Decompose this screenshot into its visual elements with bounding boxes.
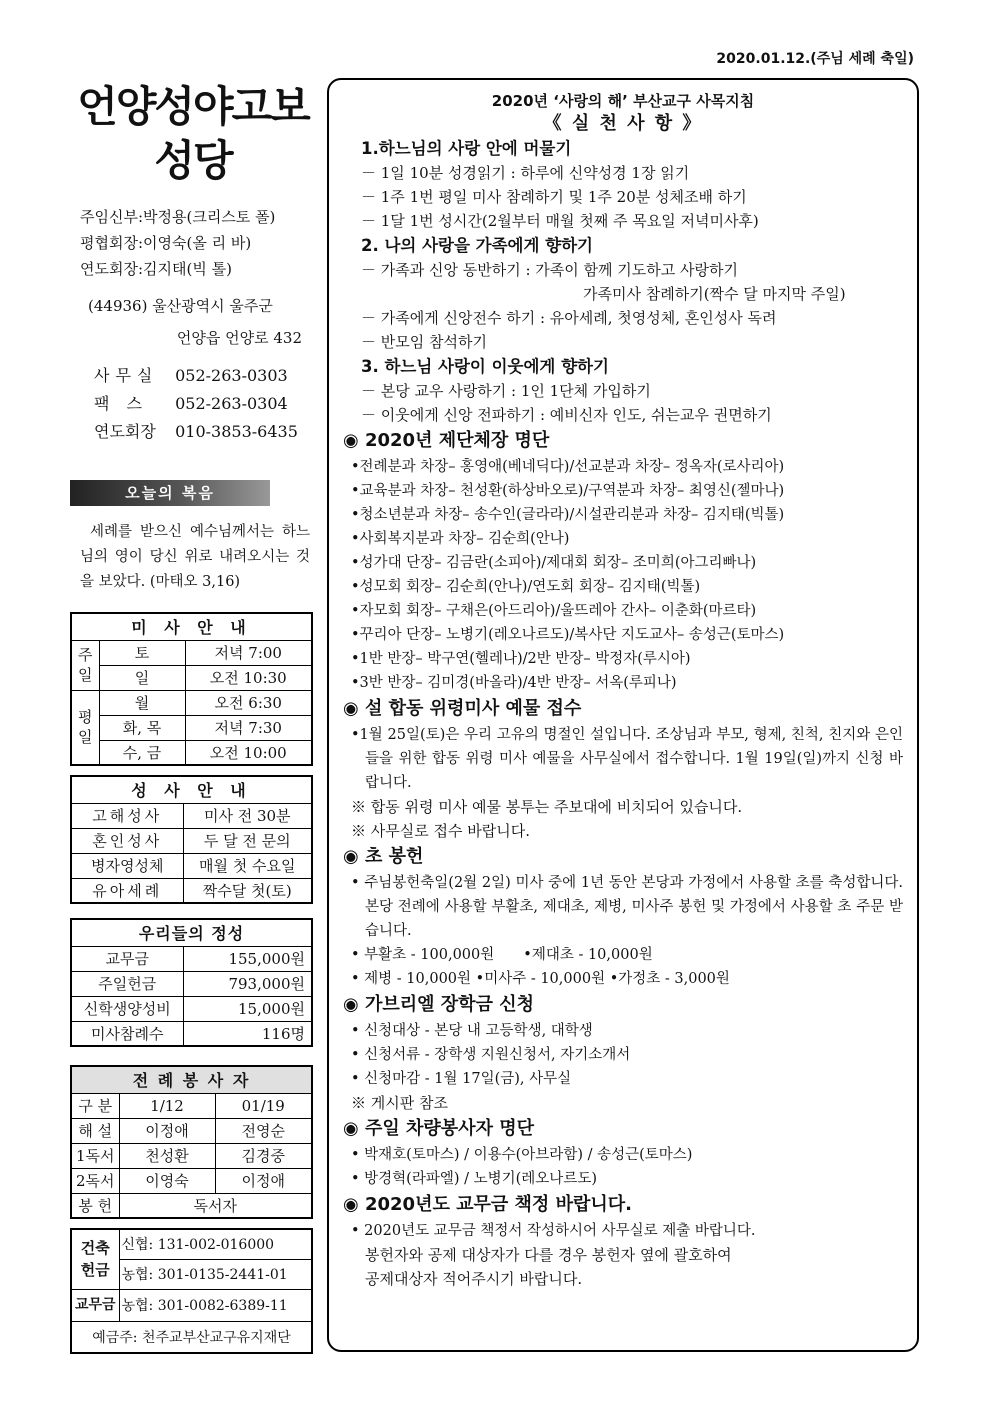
offering-value: 15,000원 [183, 996, 312, 1021]
drivers-heading: ◉ 주일 차량봉사자 명단 [343, 1118, 534, 1139]
address-line1: (44936) 울산광역시 울주군 [88, 297, 273, 315]
sacrament-name: 혼인성사 [71, 828, 183, 853]
committee-item: •꾸리아 단장– 노병기(레오나르도)/복사단 지도교사– 송성근(토마스) [351, 627, 785, 643]
tithe-heading: ◉ 2020년도 교무금 책정 바랍니다. [343, 1194, 632, 1215]
parish-name-line1: 언양성야고보 [77, 82, 309, 131]
building-fund-label: 건축헌금 [71, 1229, 119, 1289]
building-account: 신협: 131-002-016000 [119, 1229, 312, 1259]
section-item: 가족미사 참례하기(짝수 달 마지막 주일) [583, 285, 846, 303]
issue-date: 2020.01.12.(주님 세례 축일) [716, 51, 914, 67]
server-col: 구 분 [71, 1093, 119, 1118]
mass-day: 수, 금 [99, 740, 185, 765]
sacrament-value: 미사 전 30분 [183, 803, 312, 828]
section-item: － 가족에게 신앙전수 하기 : 유아세례, 첫영성체, 혼인성사 독려 [361, 309, 777, 327]
sacrament-value: 두 달 전 문의 [183, 828, 312, 853]
phone-label: 연도회장 [94, 422, 156, 441]
offering-value: 116명 [183, 1021, 312, 1046]
staff-value: 김지태(빅 톨) [143, 260, 232, 278]
section-item: － 본당 교우 사랑하기 : 1인 1단체 가입하기 [361, 382, 651, 400]
tithe-line: 공제대상자 적어주시기 바랍니다. [365, 1270, 583, 1288]
committee-item: •성가대 단장– 김금란(소피아)/제대회 회장– 조미희(아그리빠나) [351, 555, 757, 571]
server-name: 천성환 [119, 1143, 215, 1168]
phone-list [70, 362, 316, 446]
mass-heading: 미 사 안 내 [71, 613, 312, 640]
server-heading: 전 례 봉 사 자 [71, 1066, 312, 1093]
candle-heading: ◉ 초 봉헌 [343, 846, 424, 867]
server-role: 1독서 [71, 1143, 119, 1168]
server-role: 봉 헌 [71, 1193, 119, 1218]
mass-time: 저녁 7:30 [185, 715, 312, 740]
building-account: 농협: 301-0135-2441-01 [119, 1259, 312, 1289]
drivers-item: • 박재호(토마스) / 이용수(아브라함) / 송성근(토마스) [351, 1147, 693, 1163]
server-name: 이영숙 [119, 1168, 215, 1193]
weekday-label: 평일 [71, 690, 99, 765]
scholarship-item: • 신청서류 - 장학생 지원신청서, 자기소개서 [351, 1047, 631, 1063]
staff-label: 주임신부: [80, 208, 144, 226]
section-heading: 2. 나의 사랑을 가족에게 향하기 [361, 236, 593, 255]
offering-value: 155,000원 [183, 946, 312, 971]
address-line2: 언양읍 언양로 432 [176, 329, 302, 347]
phone-label: 사무실 [94, 366, 159, 385]
phone-value: 052-263-0304 [175, 394, 288, 413]
mass-time: 저녁 7:00 [185, 640, 312, 665]
gospel-heading: 오늘의 복음 [70, 480, 270, 506]
sacrament-name: 유아세례 [71, 878, 183, 903]
server-role: 해 설 [71, 1118, 119, 1143]
candle-prices: • 제병 - 10,000원 •미사주 - 10,000원 •가정초 - 3,000원 [351, 971, 730, 987]
sacrament-value: 짝수달 첫(토) [183, 878, 312, 903]
offering-name: 미사참례수 [71, 1021, 183, 1046]
sacrament-heading: 성 사 안 내 [71, 776, 312, 803]
server-name: 김경중 [215, 1143, 312, 1168]
gospel-text: 세례를 받으신 예수님께서는 하느님의 영이 당신 위로 내려오시는 것을 보았다. (마태오 3,16) [80, 524, 310, 590]
mass-day: 일 [99, 665, 185, 690]
section-item: － 반모임 참석하기 [361, 333, 487, 351]
staff-council-president [80, 230, 316, 256]
mass-time: 오전 10:00 [185, 740, 312, 765]
candle-text: • 주님봉헌축일(2월 2일) 미사 중에 1년 동안 본당과 가정에서 사용할 초를 축성합니다. 본당 전례에 사용할 부활초, 제대초, 제병, 미사주 봉헌 및 가정에서 사용할 초 주문 받습니다. [351, 875, 903, 939]
committee-item: •3반 반장– 김미경(바올라)/4반 반장– 서옥(루피나) [351, 675, 677, 691]
section-item: － 이웃에게 신앙 전파하기 : 예비신자 인도, 쉬는교우 권면하기 [361, 406, 772, 424]
phone-yeondo [94, 418, 316, 446]
offering-name: 주일헌금 [71, 971, 183, 996]
account-table [70, 1228, 313, 1354]
candle-prices: • 부활초 - 100,000원 •제대초 - 10,000원 [351, 947, 653, 963]
server-col: 1/12 [119, 1093, 215, 1118]
scholarship-item: • 신청대상 - 본당 내 고등학생, 대학생 [351, 1023, 593, 1039]
phone-value: 052-263-0303 [175, 366, 288, 385]
server-name: 전영순 [215, 1118, 312, 1143]
sacrament-name: 고해성사 [71, 803, 183, 828]
scholarship-heading: ◉ 가브리엘 장학금 신청 [343, 994, 534, 1015]
server-table [70, 1065, 313, 1219]
left-column [70, 80, 316, 595]
server-col: 01/19 [215, 1093, 312, 1118]
scholarship-note: ※ 게시판 참조 [351, 1094, 448, 1112]
offering-name: 교무금 [71, 946, 183, 971]
committee-item: •자모회 회장– 구채은(아드리아)/울뜨레아 간사– 이춘화(마르타) [351, 603, 757, 619]
memorial-note: ※ 합동 위령 미사 예물 봉투는 주보대에 비치되어 있습니다. [351, 798, 743, 816]
section-item: － 1달 1번 성시간(2월부터 매월 첫째 주 목요일 저녁미사후) [361, 212, 759, 230]
parish-name-line2: 성당 [154, 136, 232, 185]
tithe-account: 농협: 301-0082-6389-11 [119, 1289, 312, 1321]
staff-value: 이영숙(올 리 바) [143, 234, 252, 252]
sacrament-name: 병자영성체 [71, 853, 183, 878]
parish-address [70, 290, 316, 354]
offering-name: 신학생양성비 [71, 996, 183, 1021]
staff-label: 평협회장: [80, 234, 144, 252]
mass-day: 화, 목 [99, 715, 185, 740]
section-item: － 1일 10분 성경읽기 : 하루에 신약성경 1장 읽기 [361, 164, 690, 182]
offering-value: 793,000원 [183, 971, 312, 996]
committee-item: •청소년분과 차장– 송수인(글라라)/시설관리분과 차장– 김지태(빅톨) [351, 507, 785, 523]
staff-value: 박정용(크리스토 폴) [143, 208, 276, 226]
committee-item: •전례분과 차장– 홍영애(베네딕다)/선교분과 차장– 정옥자(로사리아) [351, 459, 785, 475]
mass-time: 오전 6:30 [185, 690, 312, 715]
section-item: － 가족과 신앙 동반하기 : 가족이 함께 기도하고 사랑하기 [361, 261, 738, 279]
server-name: 이정애 [215, 1168, 312, 1193]
section-heading: 1.하느님의 사랑 안에 머물기 [361, 139, 572, 158]
staff-pastor [80, 204, 316, 230]
mass-table [70, 612, 313, 766]
mass-day: 토 [99, 640, 185, 665]
main-content [327, 78, 919, 1352]
parish-staff [70, 204, 316, 282]
offering-heading: 우리들의 정성 [71, 919, 312, 946]
sunday-label: 주일 [71, 640, 99, 690]
sacrament-table [70, 775, 313, 904]
server-name: 이정애 [119, 1118, 215, 1143]
phone-value: 010-3853-6435 [175, 422, 298, 441]
committee-item: •교육분과 차장– 천성환(하상바오로)/구역분과 차장– 최영신(젤마나) [351, 483, 785, 499]
offering-table [70, 918, 313, 1047]
committee-item: •1반 반장– 박구연(헬레나)/2반 반장– 박정자(루시아) [351, 651, 691, 667]
staff-yeondo-president [80, 256, 316, 282]
sacrament-value: 매월 첫 수요일 [183, 853, 312, 878]
committee-heading: ◉ 2020년 제단체장 명단 [343, 430, 550, 451]
memorial-note: ※ 사무실로 접수 바랍니다. [351, 822, 530, 840]
tithe-label: 교무금 [71, 1289, 119, 1321]
mass-day: 월 [99, 690, 185, 715]
tithe-line: 봉헌자와 공제 대상자가 다를 경우 봉헌자 옆에 괄호하여 [365, 1246, 732, 1264]
main-title: 2020년 ‘사랑의 해’ 부산교구 사목지침 [491, 92, 755, 110]
section-heading: 3. 하느님 사랑이 이웃에게 향하기 [361, 357, 609, 376]
main-subtitle: 《 실 천 사 항 》 [543, 113, 703, 134]
scholarship-item: • 신청마감 - 1월 17일(금), 사무실 [351, 1071, 572, 1087]
drivers-item: • 방경혁(라파엘) / 노병기(레오나르도) [351, 1171, 597, 1187]
phone-fax [94, 390, 316, 418]
server-role: 2독서 [71, 1168, 119, 1193]
parish-name [70, 80, 316, 188]
phone-office [94, 362, 316, 390]
committee-item: •사회복지분과 차장– 김순희(안나) [351, 531, 570, 547]
account-holder: 예금주: 천주교부산교구유지재단 [71, 1321, 312, 1353]
phone-label: 팩 스 [94, 394, 148, 413]
committee-item: •성모회 회장– 김순희(안나)/연도회 회장– 김지태(빅톨) [351, 579, 701, 595]
memorial-text: •1월 25일(토)은 우리 고유의 명절인 설입니다. 조상님과 부모, 형제, 친척, 친지와 은인들을 위한 합동 위령 미사 예물을 사무실에서 접수합니다. 1월 19일(일)까지 신청 바랍니다. [351, 727, 903, 791]
server-name: 독서자 [119, 1193, 312, 1218]
staff-label: 연도회장: [80, 260, 144, 278]
tithe-line: • 2020년도 교무금 책정서 작성하시어 사무실로 제출 바랍니다. [351, 1223, 756, 1239]
section-item: － 1주 1번 평일 미사 참례하기 및 1주 20분 성체조배 하기 [361, 188, 747, 206]
memorial-heading: ◉ 설 합동 위령미사 예물 접수 [343, 698, 582, 719]
mass-time: 오전 10:30 [185, 665, 312, 690]
